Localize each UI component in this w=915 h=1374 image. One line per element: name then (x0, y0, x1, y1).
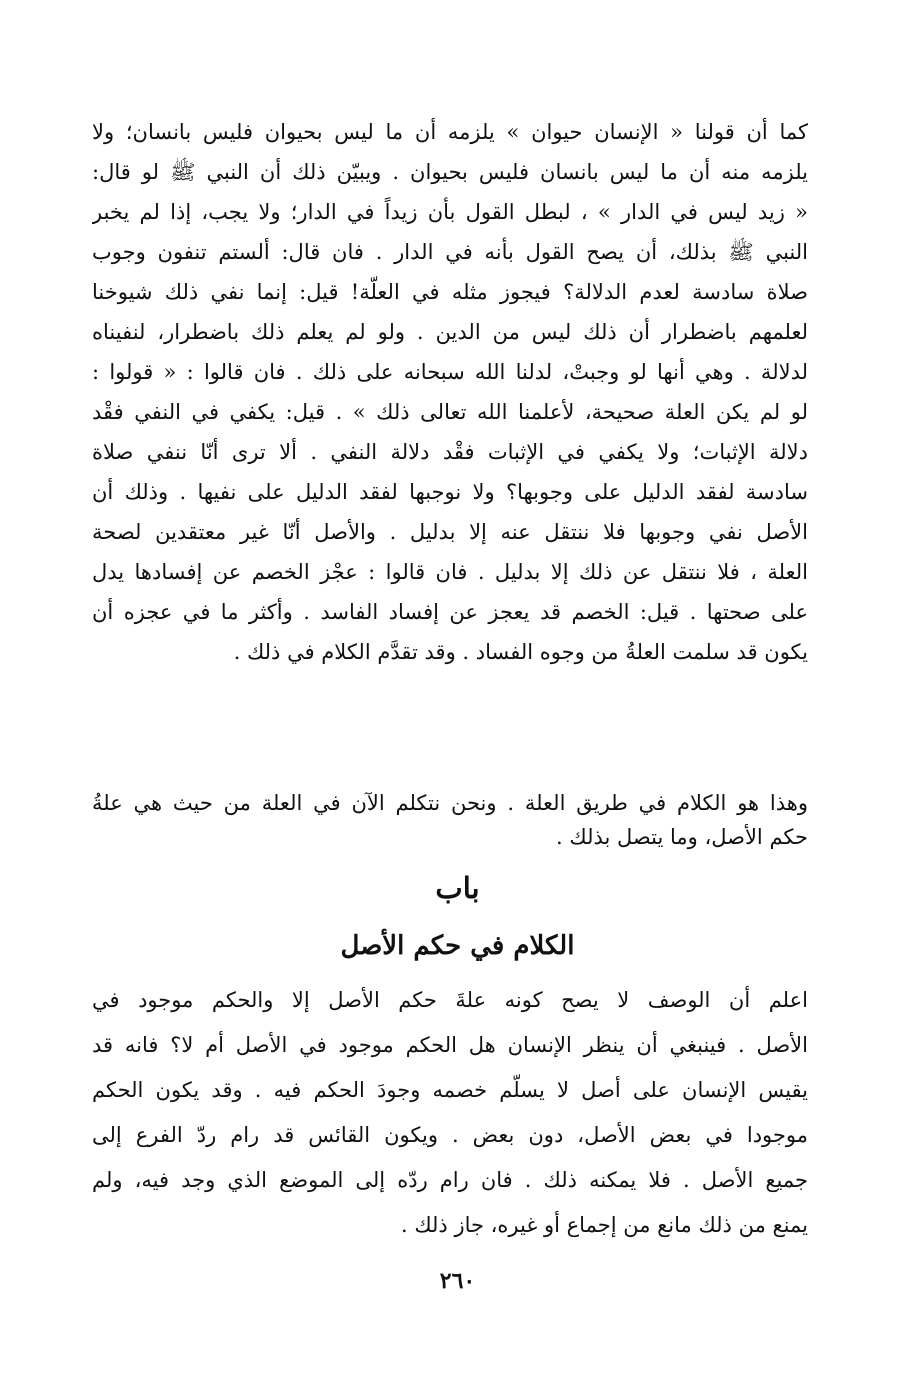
paragraph-2 (92, 786, 808, 854)
text-line: دلالة الإثبات؛ ولا يكفي في الإثبات فقْد دلالة النفي . ألا ترى أنّا ننفي صلاة (92, 440, 808, 464)
text-line: الأصل نفي وجوبها فلا ننتقل عنه إلا بدليل . والأصل أنّا غير معتقدين لصحة (92, 520, 808, 544)
text-line: وهذا هو الكلام في طريق العلة . ونحن نتكلم الآن في العلة من حيث هي علةُ (92, 791, 808, 815)
text-line: « زيد ليس في الدار » ، لبطل القول بأن زيداً في الدار؛ ولا يجب، إذا لم يخبر (92, 200, 808, 224)
text-line: لعلمهم باضطرار أن ذلك ليس من الدين . ولو لم يعلم ذلك باضطرار، لنفيناه (92, 320, 808, 344)
text-line: جميع الأصل . فلا يمكنه ذلك . فان رام ردّه إلى الموضع الذي وجد فيه، ولم (92, 1168, 808, 1192)
text-line: العلة ، فلا ننتقل عن ذلك إلا بدليل . فان قالوا : عجْز الخصم عن إفسادها يدل (92, 560, 808, 584)
paragraph-1 (92, 112, 808, 672)
text-line: يقيس الإنسان على أصل لا يسلّم خصمه وجودَ الحكم فيه . وقد يكون الحكم (92, 1078, 808, 1102)
text-line: سادسة لفقد الدليل على وجوبها؟ ولا نوجبها لفقد الدليل على نفيها . وذلك أن (92, 480, 808, 504)
section-heading: الكلام في حكم الأصل (340, 931, 575, 961)
paragraph-3 (92, 978, 808, 1248)
text-line: اعلم أن الوصف لا يصح كونه علةَ حكم الأصل إلا والحكم موجود في (92, 988, 808, 1012)
text-line: النبي ﷺ بذلك، أن يصح القول بأنه في الدار . فان قال: ألستم تنفون وجوب (92, 240, 808, 264)
text-line: يلزمه منه أن ما ليس بانسان فليس بحيوان . ويبيّن ذلك أن النبي ﷺ لو قال: (92, 160, 808, 184)
text-line: يمنع من ذلك مانع من إجماع أو غيره، جاز ذلك . (400, 1213, 808, 1237)
chapter-heading: باب (435, 871, 480, 905)
text-line: الأصل . فينبغي أن ينظر الإنسان هل الحكم موجود في الأصل أم لا؟ فانه قد (92, 1033, 808, 1057)
text-line: لدلالة . وهي أنها لو وجبتْ، لدلنا الله سبحانه على ذلك . فان قالوا : « قولوا : (92, 360, 808, 384)
page-number: ٢٦٠ (439, 1268, 476, 1294)
text-line: كما أن قولنا « الإنسان حيوان » يلزمه أن ما ليس بحيوان فليس بانسان؛ ولا (92, 120, 808, 144)
text-line: على صحتها . قيل: الخصم قد يعجز عن إفساد الفاسد . وأكثر ما في عجزه أن (92, 600, 808, 624)
text-line: حكم الأصل، وما يتصل بذلك . (556, 825, 808, 849)
text-line: يكون قد سلمت العلةُ من وجوه الفساد . وقد تقدَّم الكلام في ذلك . (233, 640, 808, 664)
text-line: لو لم يكن العلة صحيحة، لأعلمنا الله تعالى ذلك » . قيل: يكفي في النفي فقْد (92, 400, 808, 424)
text-line: صلاة سادسة لعدم الدلالة؟ فيجوز مثله في العلّة! قيل: إنما نفي ذلك شيوخنا (92, 280, 808, 304)
text-line: موجودا في بعض الأصل، دون بعض . ويكون القائس قد رام ردّ الفرع إلى (92, 1123, 808, 1147)
